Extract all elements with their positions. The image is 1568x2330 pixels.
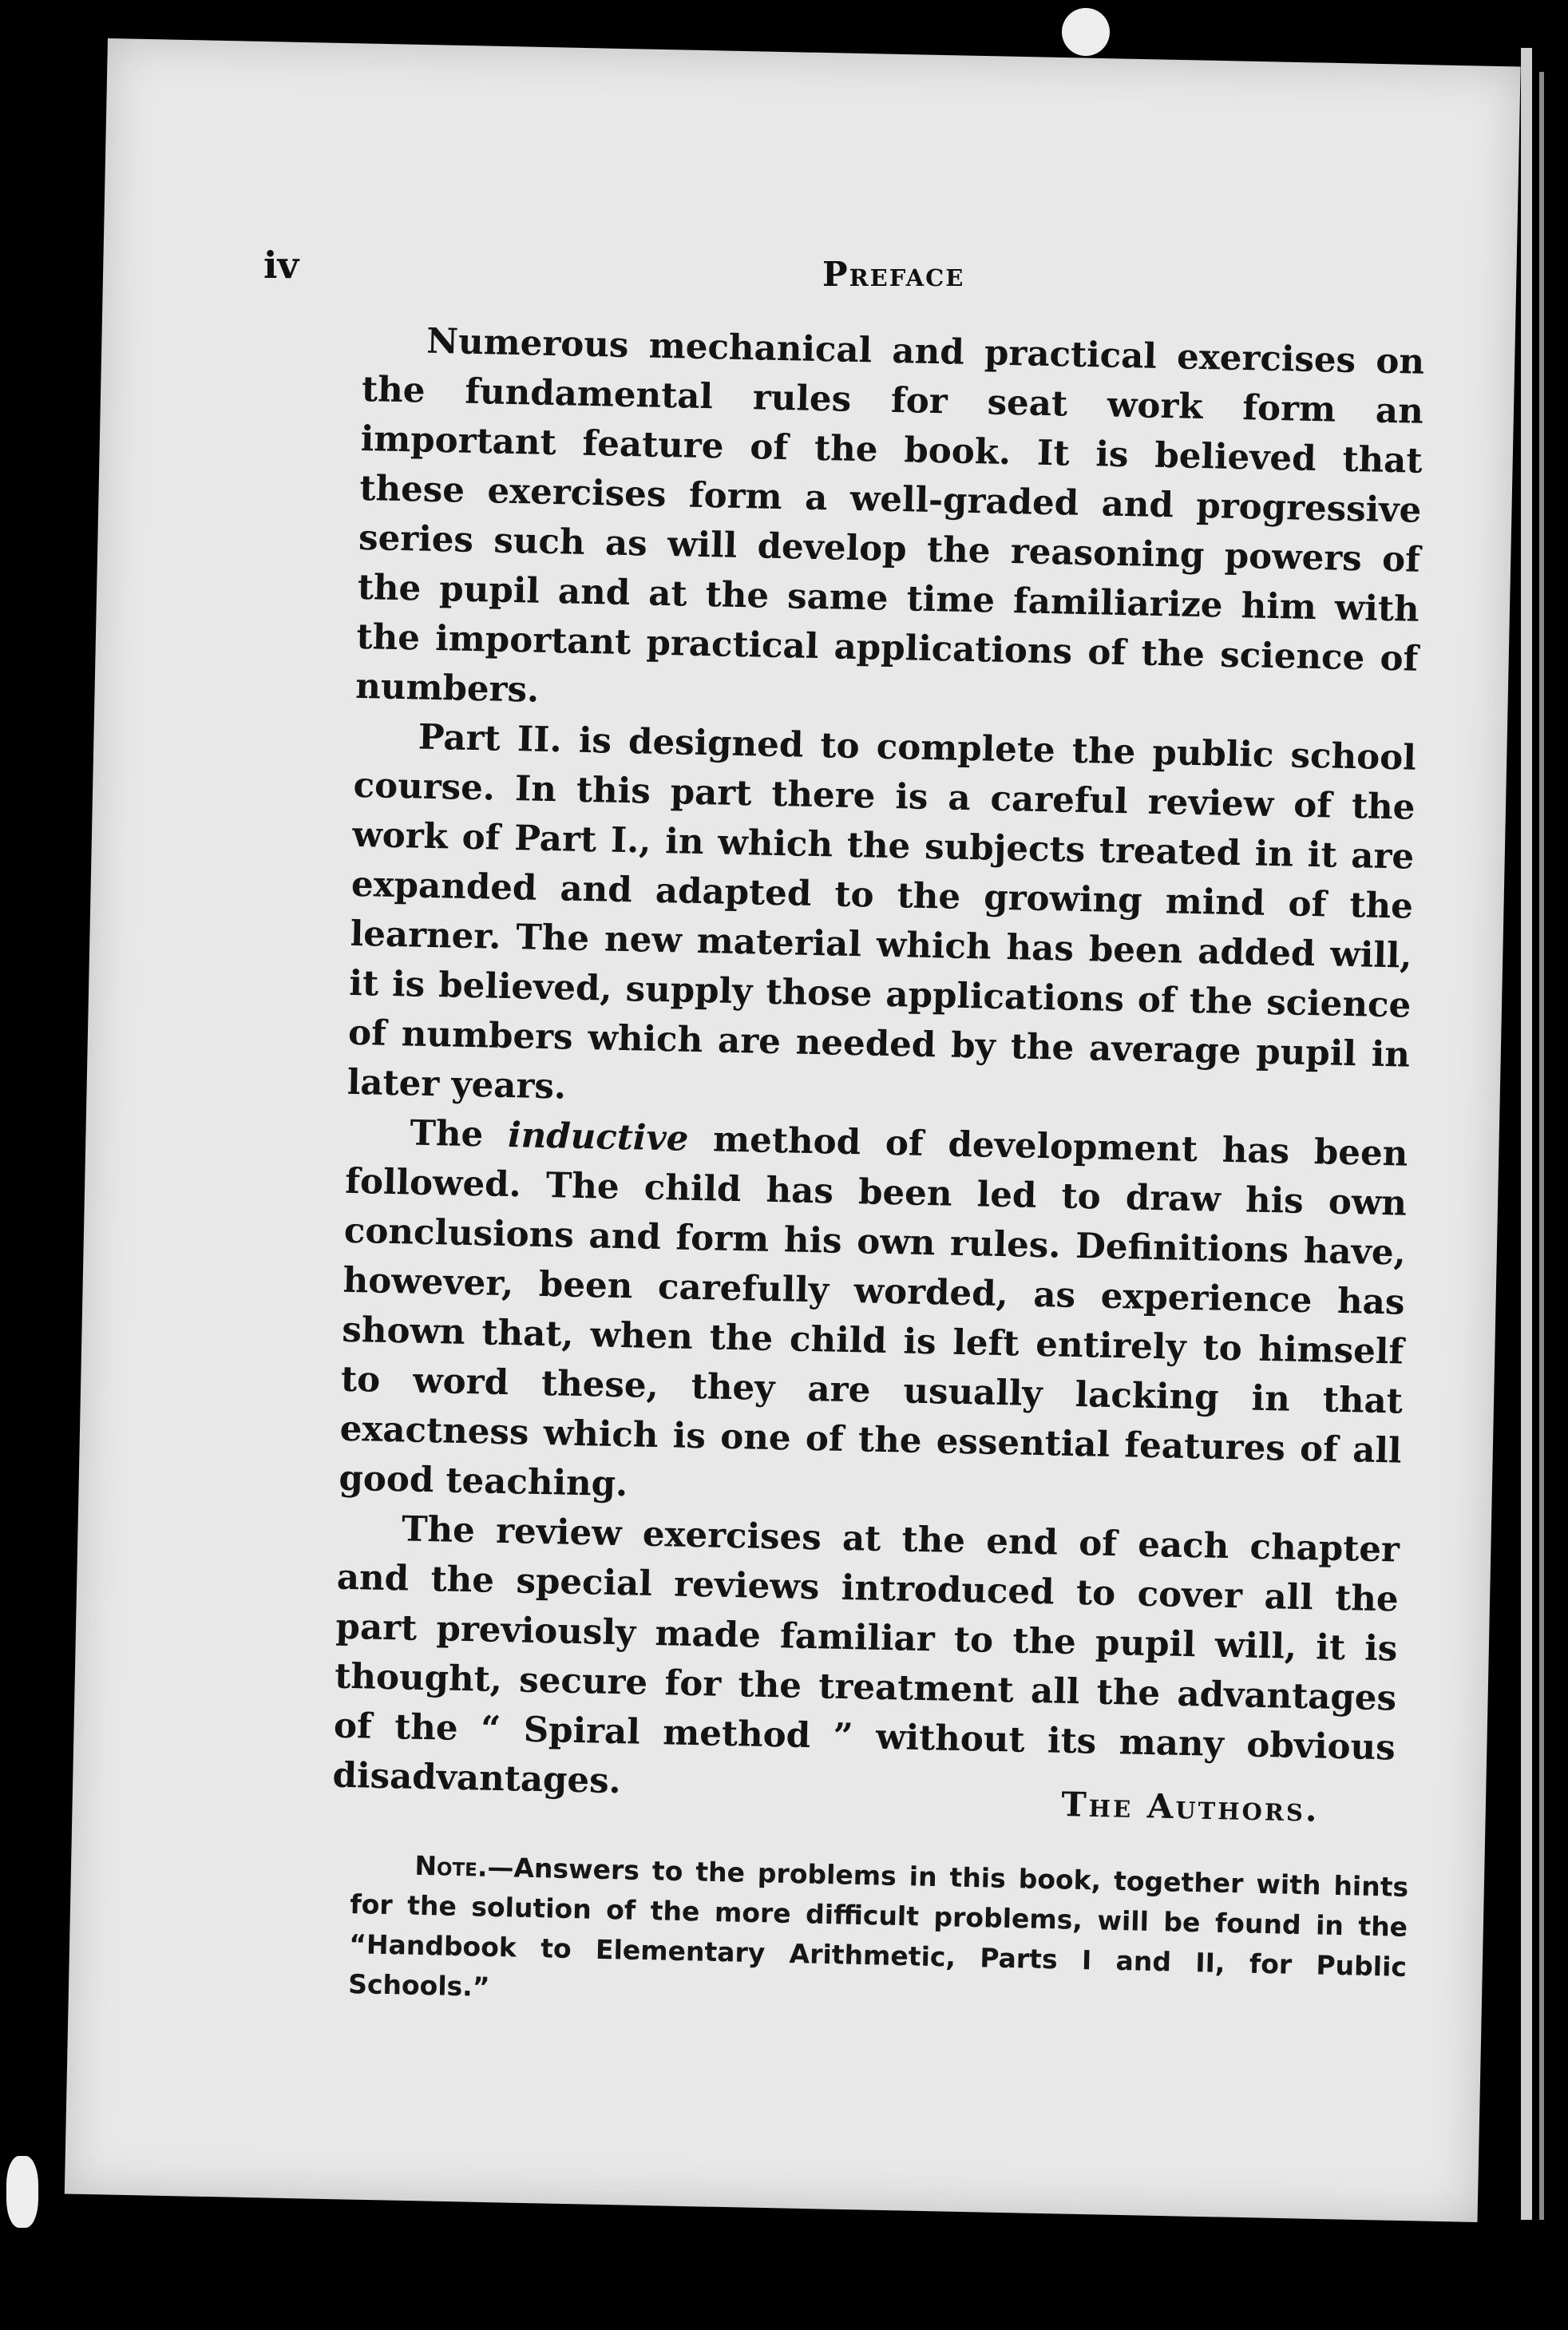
paragraph-1: Numerous mechanical and practical exercises on the fundamental rules for seat work form an important feature of the book. It is believed that these exercises form a well-graded and progressive series such as will develop the reasoning powers of the pupil and at the same time familiarize him with the important practical applications of the science of numbers.	[354, 320, 1425, 711]
page-edge	[1521, 48, 1532, 2220]
page-number: iv	[263, 244, 299, 287]
paragraph-4: The review exercises at the end of each chapter and the special reviews introduced to cover all the part previously made familiar to the pupil will, it is thought, secure for the treatment all the advantages of the “ Spiral method ” without its many obvious disadvantages.	[332, 1508, 1400, 1802]
paragraph-3-start: The	[410, 1112, 509, 1156]
page-header	[263, 244, 1461, 315]
authors-signature: The Authors.	[1060, 1785, 1321, 1829]
scan-artifact	[6, 2156, 38, 2228]
scan-artifact	[1062, 8, 1110, 56]
inductive-emphasis: inductive	[507, 1115, 689, 1159]
note-text: —Answers to the problems in this book, together with hints for the solution of the more difficult problems, will be found in the “Handbook to Elementary Arithmetic, Parts I and II, for Public Schools.”	[347, 1851, 1409, 2003]
preface-body	[332, 315, 1425, 1822]
paragraph-2: Part II. is designed to complete the public school course. In this part there is a careful review of the work of Part I., in which the subjects treated in it are expanded and adapted to the growing mind of the learner. The new material which has been added will, it is believed, supply those applications of the science of numbers which are needed by the average pupil in later years.	[346, 716, 1417, 1108]
page-edge-shadow	[1539, 72, 1544, 2220]
note-label: Note.	[414, 1849, 488, 1883]
paragraph-3-rest: method of development has been followed. The child has been led to draw his own conclusions and form his own rules. Definitions have, however, been carefully worded, as experience has shown that, when the child is left entirely to himself to word these, they are usually lacking in that exactness which is one of the essential features of all good teaching.	[338, 1118, 1408, 1505]
footnote	[348, 1845, 1409, 2027]
running-head: Preface	[822, 255, 965, 294]
paragraph-3	[339, 1108, 1408, 1526]
